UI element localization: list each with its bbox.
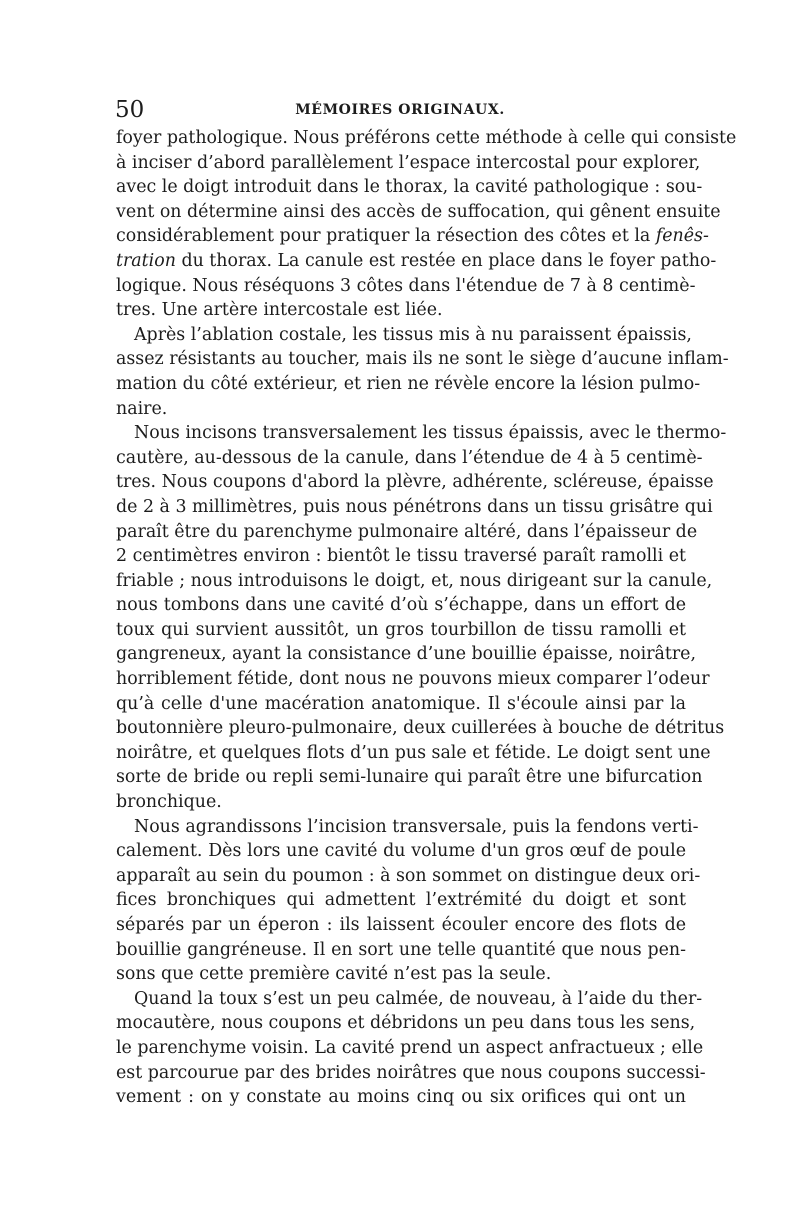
text-line: Nous incisons transversalement les tissus épaissis, avec le thermo- [134, 423, 727, 444]
text-line: le parenchyme voisin. La cavité prend un aspect anfractueux ; elle [116, 1037, 704, 1058]
text-line: paraît être du parenchyme pulmonaire altéré, dans l’épaisseur de [116, 521, 698, 542]
text-line: tres. Une artère intercostale est liée. [116, 300, 443, 321]
text-line: Nous agrandissons l’incision transversale, puis la fendons verti- [134, 816, 699, 837]
italic-term: tration [116, 250, 176, 271]
running-header: MÉMOIRES ORIGINAUX. [295, 102, 505, 118]
text-line: avec le doigt introduit dans le thorax, la cavité pathologique : sou- [116, 177, 703, 198]
text-line: apparaît au sein du poumon : à son sommet on distingue deux ori- [116, 865, 701, 886]
text-line: noirâtre, et quelques flots d’un pus sale et fétide. Le doigt sent une [116, 742, 711, 763]
text-line: qu’à celle d'une macération anatomique. Il s'écoule ainsi par la [116, 693, 686, 714]
text-line: logique. Nous réséquons 3 côtes dans l'étendue de 7 à 8 centimè- [116, 275, 696, 296]
text-line: de 2 à 3 millimètres, puis nous pénétrons dans un tissu grisâtre qui [116, 496, 713, 517]
paragraph-1 [116, 126, 737, 323]
text-line: cautère, au-dessous de la canule, dans l’étendue de 4 à 5 centimè- [116, 447, 703, 468]
text-line: fices bronchiques qui admettent l’extrémité du doigt et sont [116, 890, 686, 911]
text-line: calement. Dès lors une cavité du volume d'un gros œuf de poule [116, 841, 686, 862]
text-line: tres. Nous coupons d'abord la plèvre, adhérente, scléreuse, épaisse [116, 472, 714, 493]
text-line: toux qui survient aussitôt, un gros tourbillon de tissu ramolli et [116, 619, 686, 640]
text-line: naire. [116, 398, 168, 419]
text-line: vent on détermine ainsi des accès de suffocation, qui gênent ensuite [116, 201, 721, 222]
text-line: est parcourue par des brides noirâtres que nous coupons successi- [116, 1062, 706, 1083]
paragraph-3 [116, 421, 727, 815]
text-line: bronchique. [116, 792, 222, 813]
text-line: horriblement fétide, dont nous ne pouvons mieux comparer l’odeur [116, 669, 710, 690]
text-line: friable ; nous introduisons le doigt, et, nous dirigeant sur la canule, [116, 570, 713, 591]
page-number: 50 [115, 97, 145, 123]
paragraph-5 [116, 987, 706, 1110]
text-line: nous tombons dans une cavité d’où s’échappe, dans un effort de [116, 595, 686, 616]
text-line [116, 224, 709, 249]
text-line: Quand la toux s’est un peu calmée, de nouveau, à l’aide du ther- [134, 988, 703, 1009]
text-line: boutonnière pleuro-pulmonaire, deux cuillerées à bouche de détritus [116, 718, 725, 739]
text-line: mation du côté extérieur, et rien ne révèle encore la lésion pulmo- [116, 373, 701, 394]
text-line: bouillie gangréneuse. Il en sort une telle quantité que nous pen- [116, 939, 686, 960]
italic-term: fenês- [655, 226, 709, 247]
text-line: foyer pathologique. Nous préférons cette méthode à celle qui consiste [116, 128, 737, 148]
body-text [116, 126, 737, 1110]
text-line: Après l’ablation costale, les tissus mis à nu paraissent épaissis, [134, 324, 692, 345]
text-line [116, 249, 717, 274]
text-line: assez résistants au toucher, mais ils ne sont le siège d’aucune inflam- [116, 349, 729, 370]
text-line: gangreneux, ayant la consistance d’une bouillie épaisse, noirâtre, [116, 644, 697, 665]
text-line: 2 centimètres environ : bientôt le tissu traversé paraît ramolli et [116, 546, 686, 567]
text-line: séparés par un éperon : ils laissent écouler encore des flots de [116, 915, 686, 935]
text-segment: considérablement pour pratiquer la résection des côtes et la [116, 226, 656, 247]
text-line: sons que cette première cavité n’est pas la seule. [116, 964, 552, 985]
paragraph-4 [116, 815, 701, 987]
text-line: sorte de bride ou repli semi-lunaire qui paraît être une bifurcation [116, 767, 703, 788]
text-line: vement : on y constate au moins cinq ou six orifices qui ont un [116, 1087, 686, 1108]
text-segment: du thorax. La canule est restée en place dans le foyer patho- [181, 250, 717, 271]
text-line: mocautère, nous coupons et débridons un peu dans tous les sens, [116, 1013, 696, 1034]
text-line: à inciser d’abord parallèlement l’espace intercostal pour explorer, [116, 152, 701, 173]
paragraph-2 [116, 323, 729, 421]
